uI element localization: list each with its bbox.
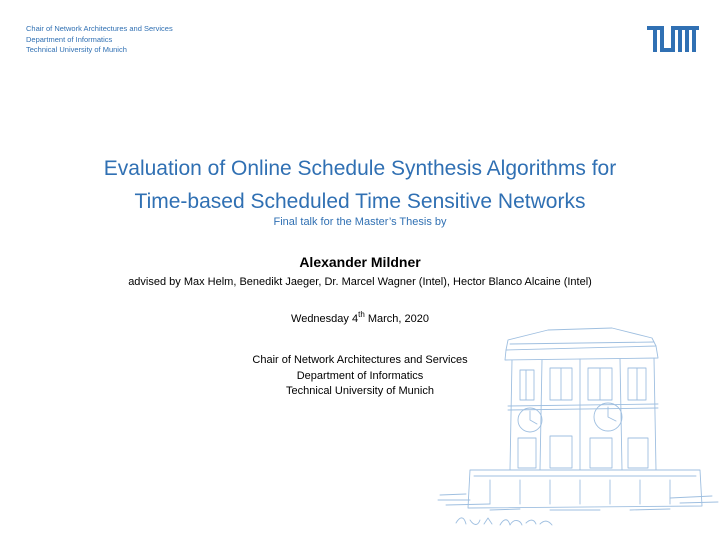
tum-logo-icon — [647, 26, 699, 52]
advisors-line: advised by Max Helm, Benedikt Jaeger, Dr. Marcel Wagner (Intel), Hector Blanco Alcaine (Intel) — [128, 276, 592, 288]
affiliation-chair: Chair of Network Architectures and Services — [252, 354, 468, 366]
date-month-year: March, 2020 — [364, 313, 429, 325]
header-chair: Chair of Network Architectures and Services — [26, 24, 173, 33]
slide-subtitle: Final talk for the Master’s Thesis by — [273, 216, 447, 228]
date-day: Wednesday 4 — [291, 313, 359, 325]
clock-tower-sketch-image — [430, 320, 720, 541]
header-university: Technical University of Munich — [26, 45, 127, 54]
affiliation-department: Department of Informatics — [296, 369, 424, 382]
title-line-2: Time-based Scheduled Time Sensitive Networks — [134, 190, 586, 213]
affiliation-university: Technical University of Munich — [286, 385, 434, 397]
header-affiliation — [26, 24, 173, 56]
header-department: Department of Informatics — [26, 34, 113, 44]
date-ordinal-suffix: th — [358, 310, 365, 319]
slide-title — [0, 152, 720, 218]
author-name: Alexander Mildner — [299, 254, 421, 270]
title-line-1: Evaluation of Online Schedule Synthesis Algorithms for — [103, 157, 617, 180]
